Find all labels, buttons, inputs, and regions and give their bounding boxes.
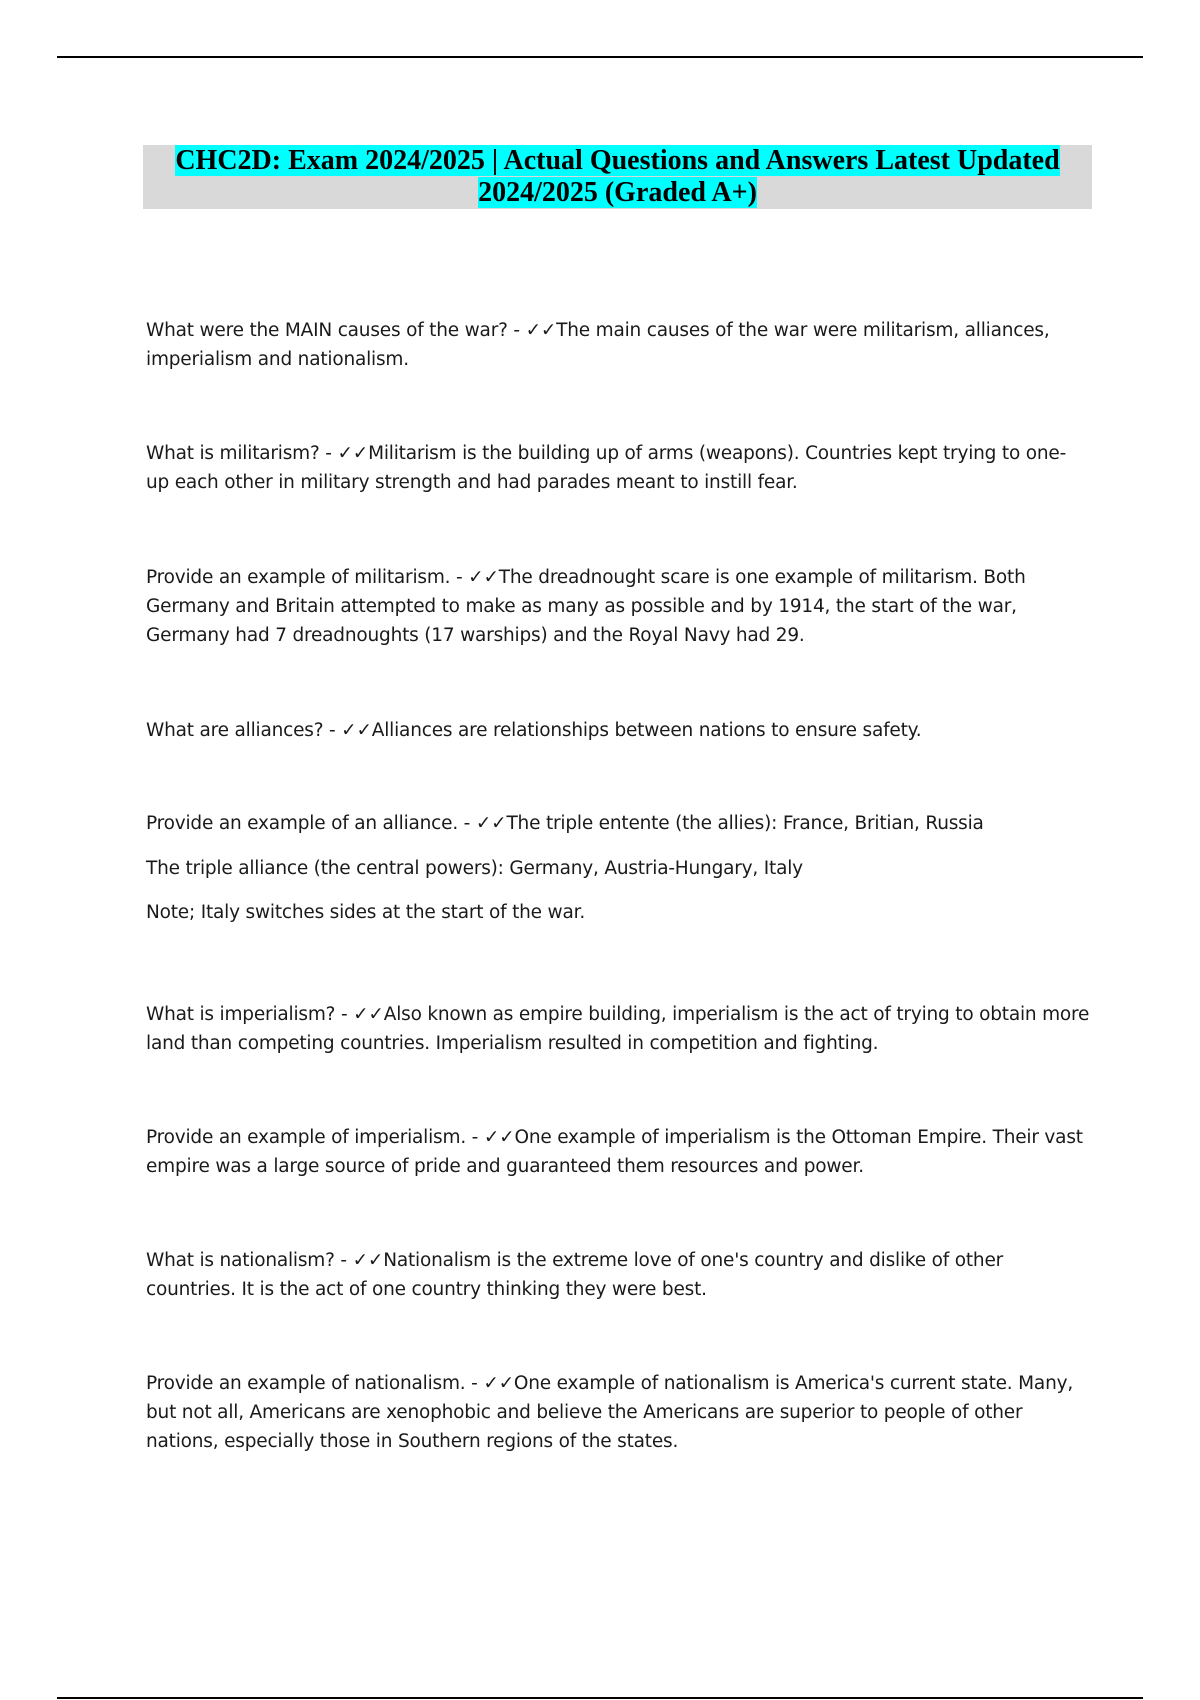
separator: - [465, 1373, 484, 1394]
answer: One example of imperialism is the Ottoman Empire. Their vast empire was a large source of pride and guaranteed them resources and power. [146, 1127, 1083, 1177]
check-icon: ✓✓ [525, 320, 557, 341]
separator: - [334, 1250, 353, 1271]
bottom-rule [57, 1697, 1143, 1699]
question: What is militarism? [146, 443, 320, 464]
separator: - [458, 813, 476, 834]
qa-item [146, 1369, 1091, 1456]
answer-extra: The triple alliance (the central powers): Germany, Austria-Hungary, Italy [146, 858, 803, 879]
check-icon: ✓✓ [341, 720, 372, 741]
qa-item [146, 809, 1091, 927]
check-icon: ✓✓ [483, 1127, 515, 1148]
answer: Alliances are relationships between nations to ensure safety. [371, 720, 922, 741]
qa-item [146, 316, 1091, 374]
question: What is imperialism? [146, 1004, 336, 1025]
check-icon: ✓✓ [468, 567, 499, 588]
separator: - [507, 320, 526, 341]
title-line-2: 2024/2025 (Graded A+) [478, 177, 757, 208]
qa-item [146, 563, 1091, 650]
qa-item [146, 1000, 1091, 1058]
separator: - [335, 1004, 354, 1025]
title-line-1: CHC2D: Exam 2024/2025 | Actual Questions and Answers Latest Updated [175, 145, 1060, 176]
separator: - [319, 443, 338, 464]
qa-item [146, 439, 1081, 497]
check-icon: ✓✓ [483, 1373, 514, 1394]
question: Provide an example of imperialism. [146, 1127, 466, 1148]
question: What were the MAIN causes of the war? [146, 320, 508, 341]
answer: Also known as empire building, imperialism is the act of trying to obtain more land than competing countries. Imperialism resulted in competition and fighting. [146, 1004, 1090, 1054]
question: Provide an example of an alliance. [146, 813, 458, 834]
answer: One example of nationalism is America's current state. Many, but not all, Americans are xenophobic and believe the Americans are superior to people of other nations, especially those in Southern regions of the states. [146, 1373, 1074, 1452]
check-icon: ✓✓ [353, 1004, 384, 1025]
question: Provide an example of nationalism. [146, 1373, 466, 1394]
answer: The triple entente (the allies): France, Britian, Russia [506, 813, 984, 834]
check-icon: ✓✓ [337, 443, 369, 464]
separator: - [450, 567, 469, 588]
answer: Nationalism is the extreme love of one's country and dislike of other countries. It is the act of one country thinking they were best. [146, 1250, 1004, 1300]
answer-extra: Note; Italy switches sides at the start of the war. [146, 902, 585, 923]
question: Provide an example of militarism. [146, 567, 451, 588]
answer: Militarism is the building up of arms (weapons). Countries kept trying to one-up each other in military strength and had parades meant to instill fear. [146, 443, 1067, 493]
qa-item [146, 716, 1091, 745]
question: What is nationalism? [146, 1250, 335, 1271]
check-icon: ✓✓ [352, 1250, 384, 1271]
separator: - [323, 720, 342, 741]
answer: The dreadnought scare is one example of militarism. Both Germany and Britain attempted to make as many as possible and by 1914, the start of the war, Germany had 7 dreadnoughts (17 warships) and the Royal Navy had 29. [146, 567, 1026, 646]
document-title [143, 145, 1092, 209]
question: What are alliances? [146, 720, 324, 741]
qa-item [146, 1123, 1091, 1181]
top-rule [57, 56, 1143, 58]
check-icon: ✓✓ [475, 813, 507, 834]
qa-item [146, 1246, 1091, 1304]
answer: The main causes of the war were militarism, alliances, imperialism and nationalism. [146, 320, 1050, 370]
separator: - [466, 1127, 484, 1148]
